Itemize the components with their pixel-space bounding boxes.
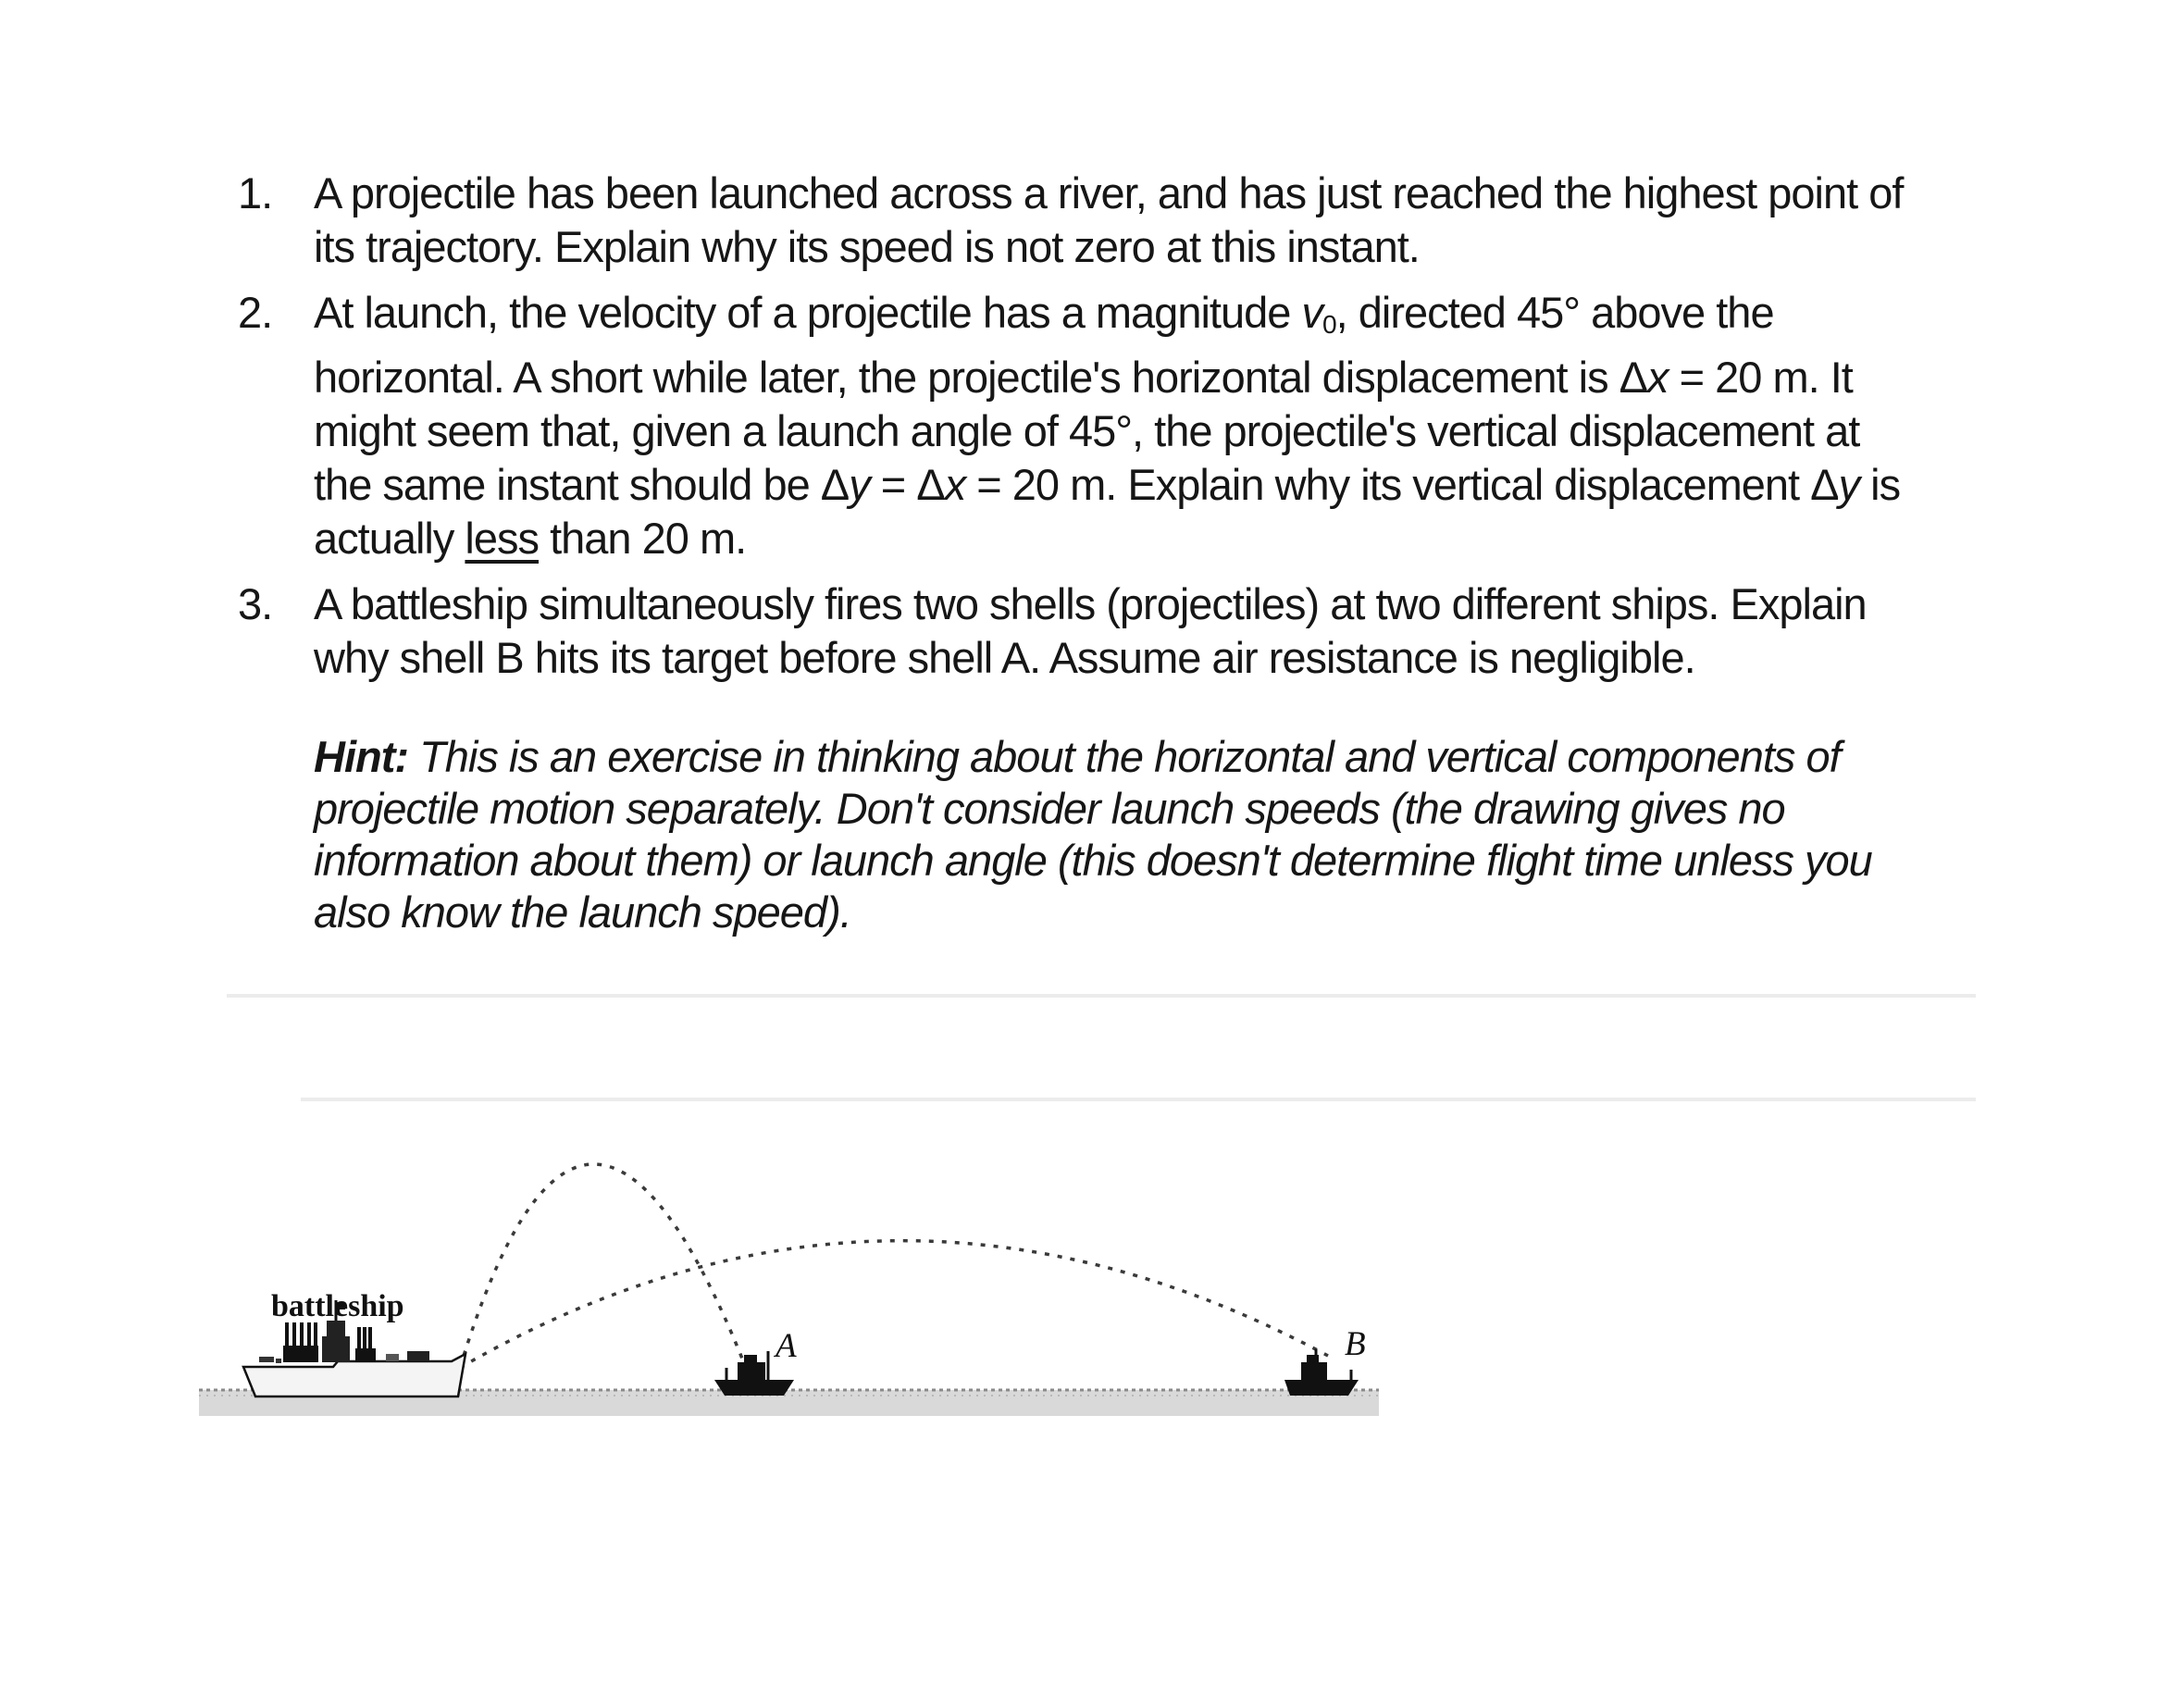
problem-number-2: 2. (238, 288, 273, 337)
problem-text-2: At launch, the velocity of a projectile has a magnitude v0, directed 45° above the horizontal. A short while later, the projectile's horizontal displacement is Δx = 20 m. It might seem that, given a launch angle of 45°, the projectile's vertical displacement at the same instant should be Δy = Δx = 20 m. Explain why its vertical displacement Δy is actually less than 20 m. (314, 288, 1901, 564)
hint-paragraph: Hint: This is an exercise in thinking about the horizontal and vertical components of projectile motion separately. Don't consider launch speeds (the drawing gives no information about them) or launch angle (this doesn't determine flight time unless you also know the launch speed). (314, 732, 1872, 937)
battleship-label: battleship (271, 1289, 404, 1323)
problem-item-2 (238, 286, 1915, 565)
problem-text-1: A projectile has been launched across a river, and has just reached the highest point of its trajectory. Explain why its speed is not zero at this instant. (314, 168, 1904, 271)
ship-b-label: B (1345, 1325, 1366, 1363)
ship-a-label: A (776, 1327, 797, 1365)
problem-number-1: 1. (238, 168, 273, 217)
horizontal-rule-1 (227, 994, 1976, 998)
horizontal-rule-2 (301, 1098, 1976, 1101)
problem-item-1 (238, 167, 1915, 274)
problem-text-3: A battleship simultaneously fires two shells (projectiles) at two different ships. Explain why shell B hits its target before shell A. Assume air resistance is negligible. (314, 579, 1867, 683)
problems-list (238, 167, 1915, 938)
trajectory-shell-b (460, 1241, 1328, 1368)
battleship-diagram (185, 1138, 1416, 1434)
problem-item-3 (238, 577, 1915, 685)
problem-number-3: 3. (238, 579, 273, 629)
